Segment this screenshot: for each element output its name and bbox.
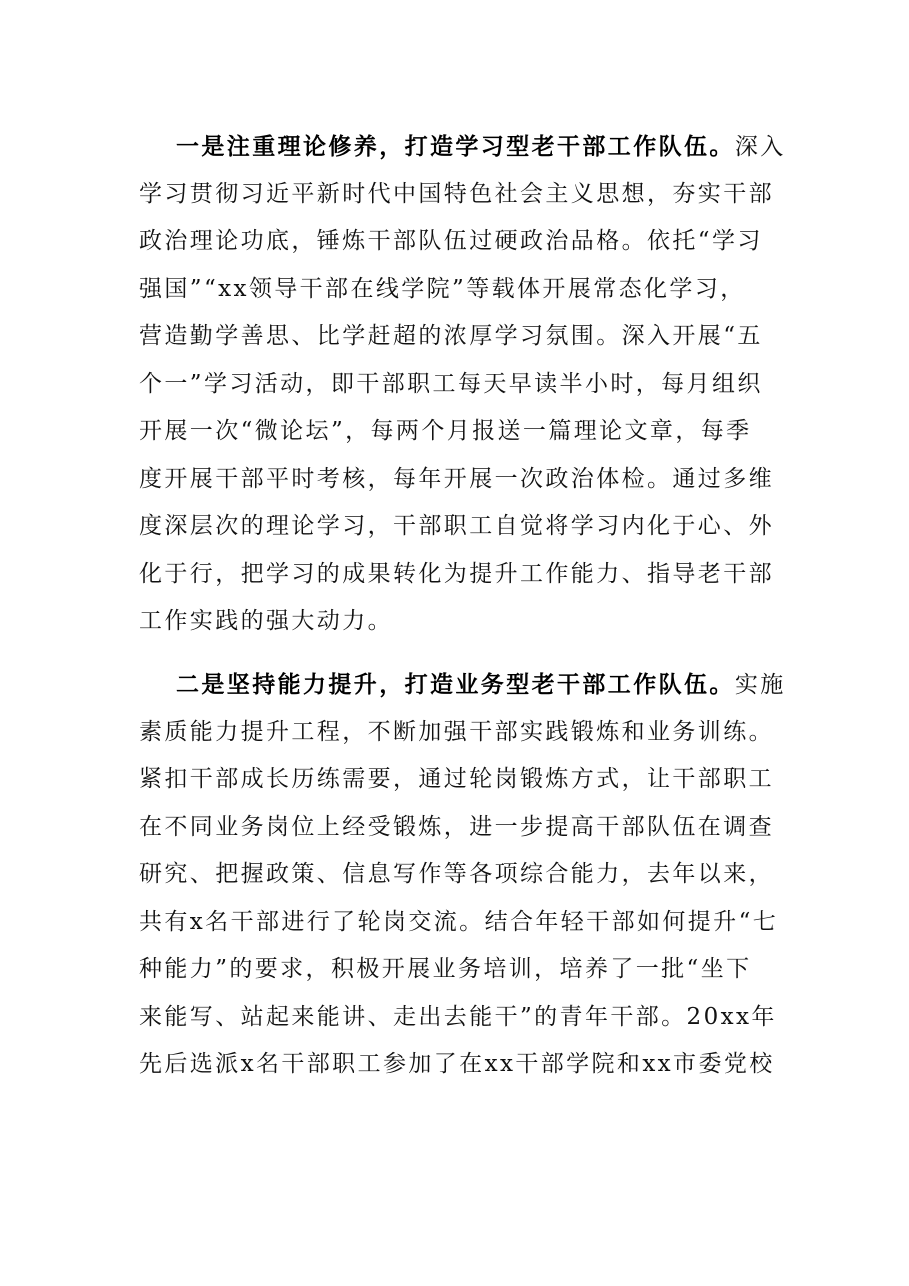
paragraph-line: 开展一次“微论坛”，每两个月报送一篇理论文章，每季: [139, 418, 752, 444]
paragraph-line: 度开展干部平时考核，每年开展一次政治体检。通过多维: [139, 465, 774, 492]
paragraph-line: 化于行，把学习的成果转化为提升工作能力、指导老干部: [139, 560, 774, 587]
paragraph-line: 学习贯彻习近平新时代中国特色社会主义思想，夯实干部: [139, 180, 774, 207]
paragraph-line: [139, 661, 786, 709]
paragraph-text: 深入: [734, 134, 786, 160]
paragraph-line: 紧扣干部成长历练需要，通过轮岗锻炼方式，让干部职工: [139, 766, 774, 792]
paragraph-lead: 二是坚持能力提升，打造业务型老干部工作队伍。: [176, 671, 735, 698]
paragraph-line: 先后选派x名干部职工参加了在xx干部学院和xx市委党校: [139, 1051, 775, 1077]
paragraph-line: 在不同业务岗位上经受锻炼，进一步提高干部队伍在调查: [139, 813, 774, 840]
paragraph-1: [139, 123, 786, 646]
paragraph-line: 来能写、站起来能讲、走出去能干”的青年干部。20xx年: [139, 1003, 777, 1030]
paragraph-line: 研究、把握政策、信息写作等各项综合能力，去年以来，: [139, 861, 774, 887]
paragraph-text: 实施: [734, 672, 786, 698]
paragraph-2: [139, 661, 786, 1089]
paragraph-line: 素质能力提升工程，不断加强干部实践锻炼和业务训练。: [139, 718, 774, 745]
paragraph-line: [139, 123, 786, 171]
paragraph-line: 政治理论功底，锤炼干部队伍过硬政治品格。依托“学习: [139, 228, 763, 254]
paragraph-line: 个一”学习活动，即干部职工每天早读半小时，每月组织: [139, 370, 763, 397]
paragraph-line: 共有x名干部进行了轮岗交流。结合年轻干部如何提升“七: [139, 908, 779, 935]
paragraph-line: 营造勤学善思、比学赶超的浓厚学习氛围。深入开展“五: [139, 323, 763, 349]
paragraph-line: 强国”“xx领导干部在线学院”等载体开展常态化学习，: [139, 275, 746, 302]
paragraph-lead: 一是注重理论修养，打造学习型老干部工作队伍。: [176, 133, 735, 160]
paragraph-line: 工作实践的强大动力。: [139, 608, 393, 634]
paragraph-line: 种能力”的要求，积极开展业务培训，培养了一批“坐下: [139, 956, 752, 982]
paragraph-line: 度深层次的理论学习，干部职工自觉将学习内化于心、外: [139, 513, 774, 539]
